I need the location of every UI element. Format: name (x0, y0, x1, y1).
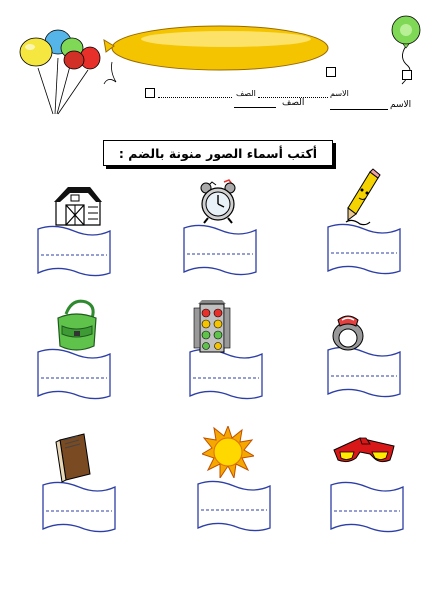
answer-banner[interactable] (35, 225, 113, 279)
answer-banner[interactable] (325, 223, 403, 277)
answer-banner[interactable] (40, 481, 118, 535)
class-label-right: الصف (282, 98, 305, 108)
answer-banner[interactable] (181, 224, 259, 278)
class-field-right[interactable] (234, 107, 276, 108)
answer-banner[interactable] (35, 348, 113, 402)
pencil-icon (340, 168, 382, 228)
answer-banner[interactable] (328, 481, 406, 535)
checkbox-top-middle[interactable] (326, 67, 336, 77)
traffic-light-icon (192, 300, 232, 356)
barn-icon (52, 185, 104, 227)
instruction-box: أكتب أسماء الصور منونة بالضم : (103, 140, 333, 166)
glasses-icon (330, 436, 398, 468)
name-label-mid: الاسم (330, 89, 349, 98)
sun-icon (202, 426, 254, 478)
name-field-right[interactable] (330, 109, 388, 110)
long-balloon-icon (98, 20, 338, 88)
bag-icon (52, 296, 102, 354)
checkbox-left[interactable] (145, 88, 155, 98)
class-label-left: الصف (236, 89, 256, 98)
name-label-right: الاسم (390, 100, 412, 110)
checkbox-top-right[interactable] (402, 70, 412, 80)
book-icon (54, 430, 94, 484)
class-field-left[interactable] (158, 97, 232, 98)
answer-banner[interactable] (195, 480, 273, 534)
alarm-clock-icon (196, 178, 240, 224)
balloon-cluster-icon (10, 28, 110, 116)
answer-banner[interactable] (325, 346, 403, 400)
ring-icon (330, 310, 366, 352)
answer-banner[interactable] (187, 348, 265, 402)
